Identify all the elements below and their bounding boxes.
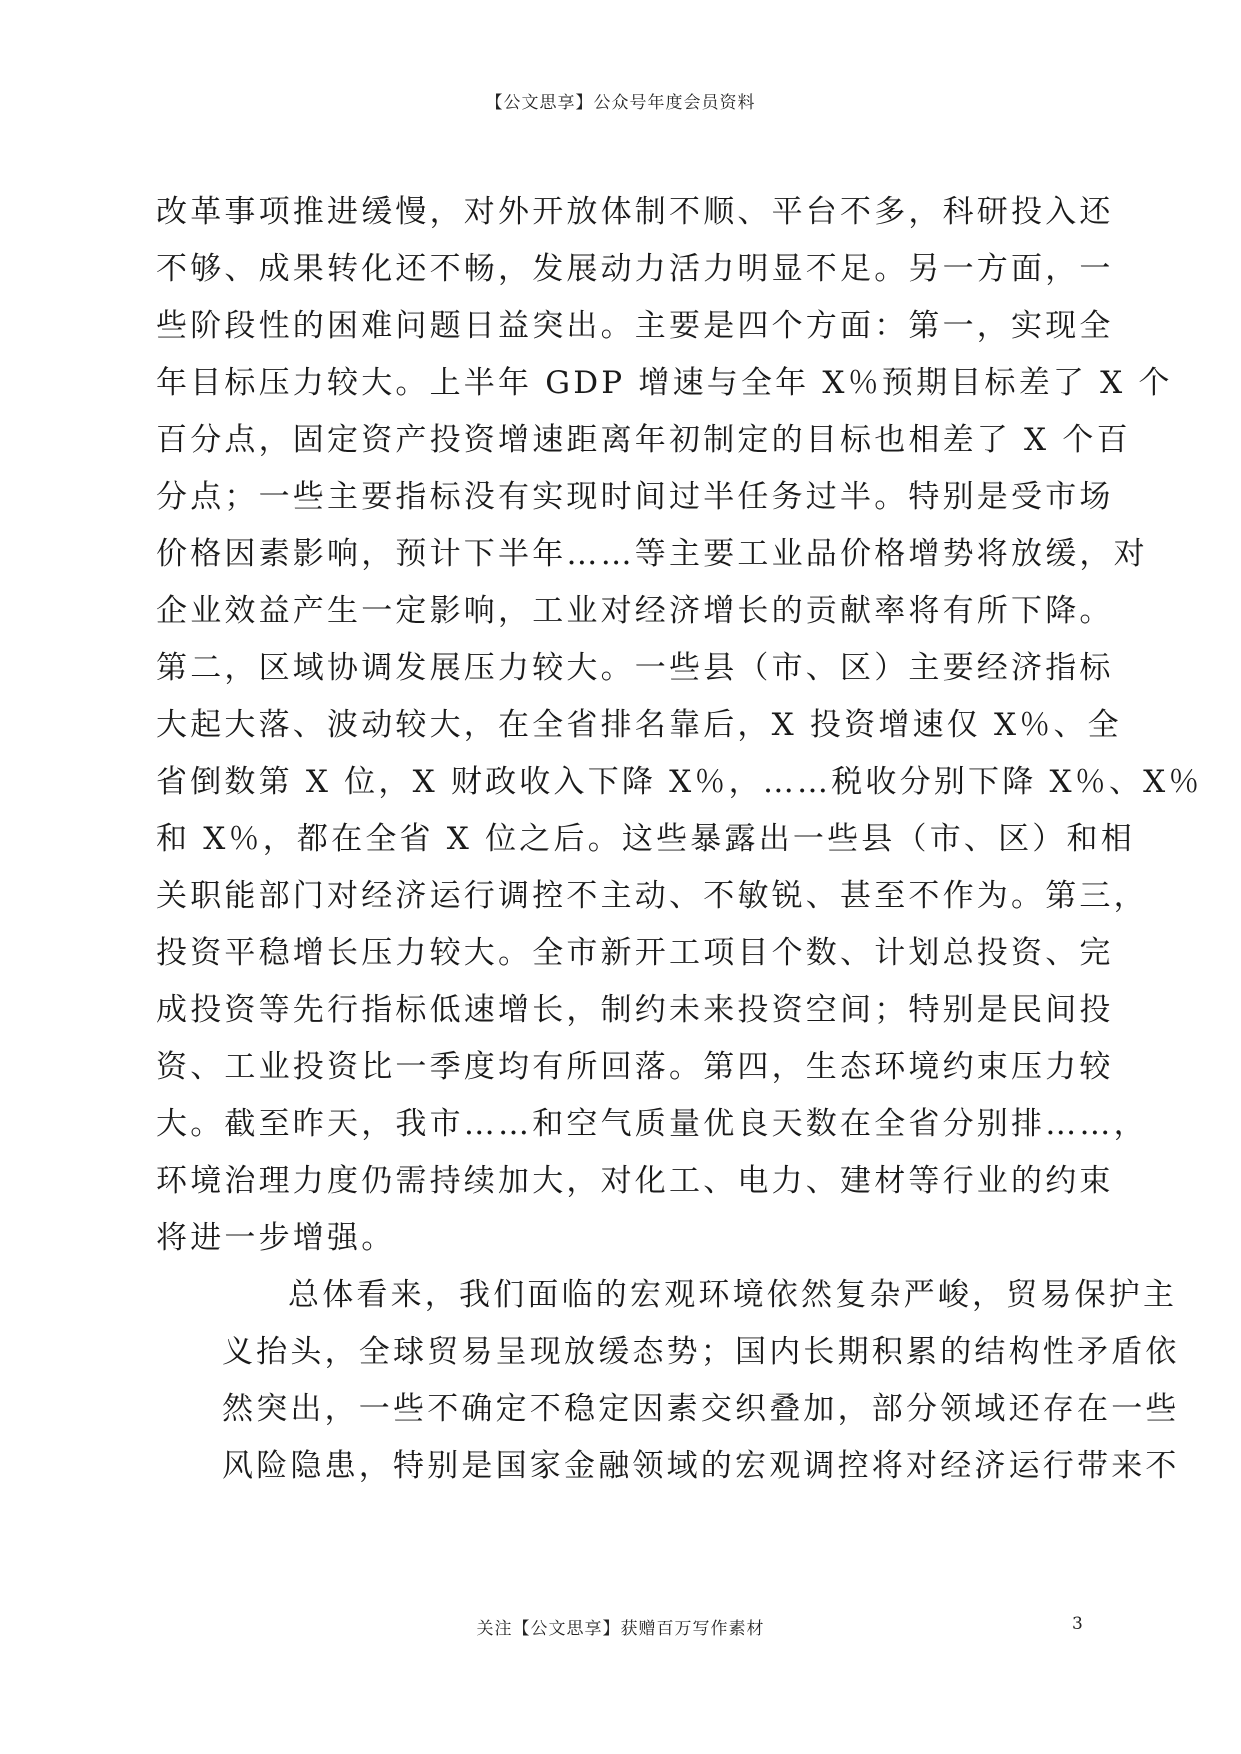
paragraph [156, 184, 1203, 1267]
paragraph [156, 1267, 1180, 1495]
text-line: 年目标压力较大。上半年 GDP 增速与全年 X％预期目标差了 X 个 [156, 365, 1173, 401]
text-line: 和 X％，都在全省 X 位之后。这些暴露出一些县（市、区）和相 [156, 821, 1135, 857]
text-line: 总体看来，我们面临的宏观环境依然复杂严峻，贸易保护主 [288, 1277, 1178, 1313]
text-line: 价格因素影响，预计下半年……等主要工业品价格增势将放缓，对 [156, 536, 1148, 572]
text-line: 不够、成果转化还不畅，发展动力活力明显不足。另一方面，一 [156, 251, 1114, 287]
page-header: 【公文思享】公众号年度会员资料 [485, 93, 756, 113]
text-line: 企业效益产生一定影响，工业对经济增长的贡献率将有所下降。 [156, 593, 1114, 629]
text-line: 些阶段性的困难问题日益突出。主要是四个方面：第一，实现全 [156, 308, 1114, 344]
text-line: 投资平稳增长压力较大。全市新开工项目个数、计划总投资、完 [156, 935, 1114, 971]
document-body [156, 184, 1203, 1495]
text-line: 第二，区域协调发展压力较大。一些县（市、区）主要经济指标 [156, 650, 1114, 686]
text-line: 资、工业投资比一季度均有所回落。第四，生态环境约束压力较 [156, 1049, 1114, 1085]
text-line: 成投资等先行指标低速增长，制约未来投资空间；特别是民间投 [156, 992, 1114, 1028]
text-line: 风险隐患，特别是国家金融领域的宏观调控将对经济运行带来不 [222, 1448, 1180, 1484]
page-number: 3 [1072, 1614, 1083, 1634]
text-line: 然突出，一些不确定不稳定因素交织叠加，部分领域还存在一些 [222, 1391, 1180, 1427]
text-line: 关职能部门对经济运行调控不主动、不敏锐、甚至不作为。第三， [156, 878, 1148, 914]
page-footer: 关注【公文思享】获赠百万写作素材 [476, 1619, 765, 1639]
text-line: 环境治理力度仍需持续加大，对化工、电力、建材等行业的约束 [156, 1163, 1114, 1199]
text-line: 大。截至昨天，我市……和空气质量优良天数在全省分别排……， [156, 1106, 1148, 1142]
text-line: 义抬头，全球贸易呈现放缓态势；国内长期积累的结构性矛盾依 [222, 1334, 1180, 1370]
text-line: 分点；一些主要指标没有实现时间过半任务过半。特别是受市场 [156, 479, 1114, 515]
text-line: 改革事项推进缓慢，对外开放体制不顺、平台不多，科研投入还 [156, 194, 1114, 230]
text-line: 大起大落、波动较大，在全省排名靠后，X 投资增速仅 X％、全 [156, 707, 1122, 743]
text-line: 将进一步增强。 [156, 1220, 396, 1256]
text-line: 省倒数第 X 位，X 财政收入下降 X％，……税收分别下降 X％、X％ [156, 764, 1203, 800]
text-line: 百分点，固定资产投资增速距离年初制定的目标也相差了 X 个百 [156, 422, 1131, 458]
